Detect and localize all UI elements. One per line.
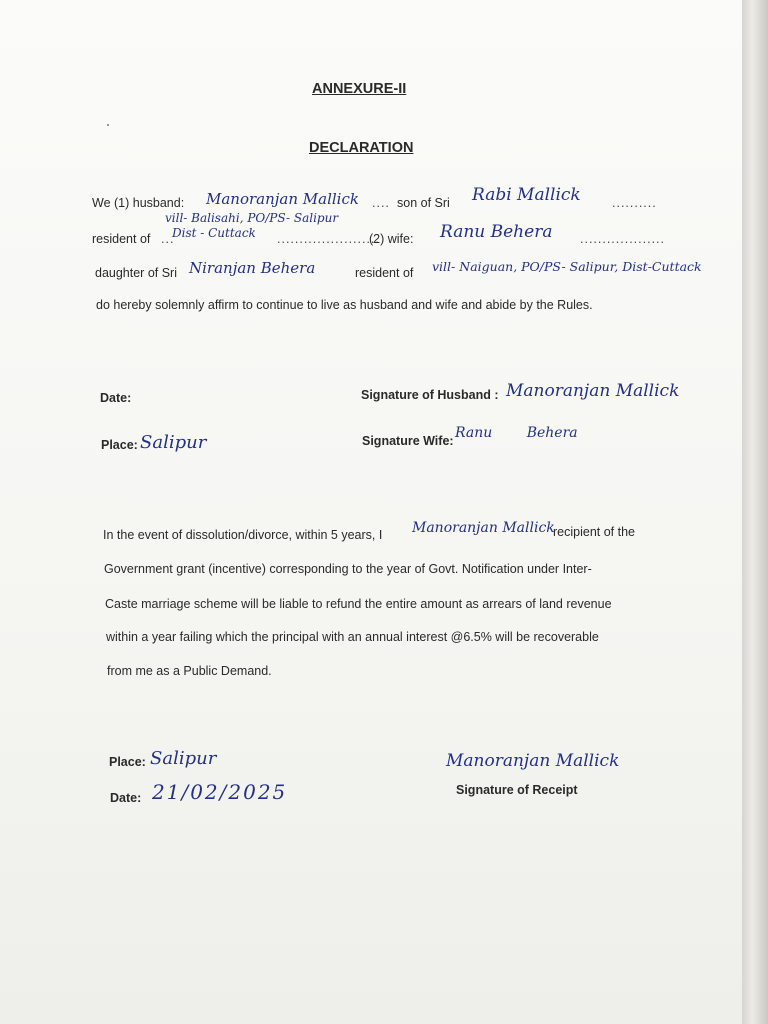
line2-wife-label: (2) wife: — [369, 232, 414, 246]
wife-father-handwritten: Niranjan Behera — [189, 259, 316, 277]
line2-dots-c: ................... — [580, 232, 665, 246]
wife-name-handwritten: Ranu Behera — [440, 222, 553, 242]
line3-daughter-of: daughter of Sri — [95, 266, 177, 280]
date-label: Date: — [100, 391, 132, 405]
clause-line5: from me as a Public Demand. — [107, 664, 272, 678]
footer-date-label: Date: — [110, 791, 142, 805]
footer-place-label: Place: — [109, 755, 146, 769]
line2-dots-b: ....................... — [277, 232, 380, 246]
clause-line1-suffix: recipient of the — [553, 525, 635, 539]
affirmation-text: do hereby solemnly affirm to continue to live as husband and wife and abide by the Rules. — [96, 298, 593, 312]
father-name-handwritten: Rabi Mallick — [472, 185, 581, 205]
wife-signature: Ranu Behera — [455, 425, 578, 441]
husband-address-lower-handwritten: Dist - Cuttack — [172, 226, 256, 240]
line1-dots-b: .......... — [612, 196, 657, 210]
clause-line2: Government grant (incentive) corresponding to the year of Govt. Notification under Inter- — [104, 562, 592, 576]
receipt-signature: Manoranjan Mallick — [446, 751, 620, 771]
line2-resident-of: resident of — [92, 232, 151, 246]
clause-line3: Caste marriage scheme will be liable to refund the entire amount as arrears of land revenue — [105, 597, 612, 611]
receipt-signature-label: Signature of Receipt — [456, 783, 578, 797]
place-label: Place: — [101, 438, 138, 452]
footer-place-handwritten: Salipur — [150, 748, 217, 769]
wife-signature-label: Signature Wife: — [362, 434, 454, 448]
recipient-name-handwritten: Manoranjan Mallick — [412, 520, 555, 536]
page-shadow-edge — [742, 0, 768, 1024]
line2-dots-a: ... — [161, 232, 175, 246]
husband-name-handwritten: Manoranjan Mallick — [206, 190, 359, 208]
line1-prefix: We (1) husband: — [92, 196, 185, 210]
husband-signature-label: Signature of Husband : — [361, 388, 499, 402]
document-subtitle: DECLARATION — [309, 140, 414, 156]
clause-line4: within a year failing which the principal with an annual interest @6.5% will be recoverable — [106, 630, 599, 644]
place-value-handwritten: Salipur — [140, 432, 207, 453]
wife-address-handwritten: vill- Naiguan, PO/PS- Salipur, Dist-Cuttack — [432, 259, 702, 274]
document-title: ANNEXURE-II — [312, 81, 407, 97]
footer-date-handwritten: 21/02/2025 — [152, 780, 288, 804]
husband-signature: Manoranjan Mallick — [506, 381, 680, 401]
line1-dots-a: .... — [372, 196, 390, 210]
line3-resident-of: resident of — [355, 266, 414, 280]
clause-line1-prefix: In the event of dissolution/divorce, within 5 years, I — [103, 528, 383, 542]
line1-son-of: son of Sri — [397, 196, 450, 210]
paper-speck — [107, 124, 109, 126]
husband-address-upper-handwritten: vill- Balisahi, PO/PS- Salipur — [165, 211, 339, 225]
